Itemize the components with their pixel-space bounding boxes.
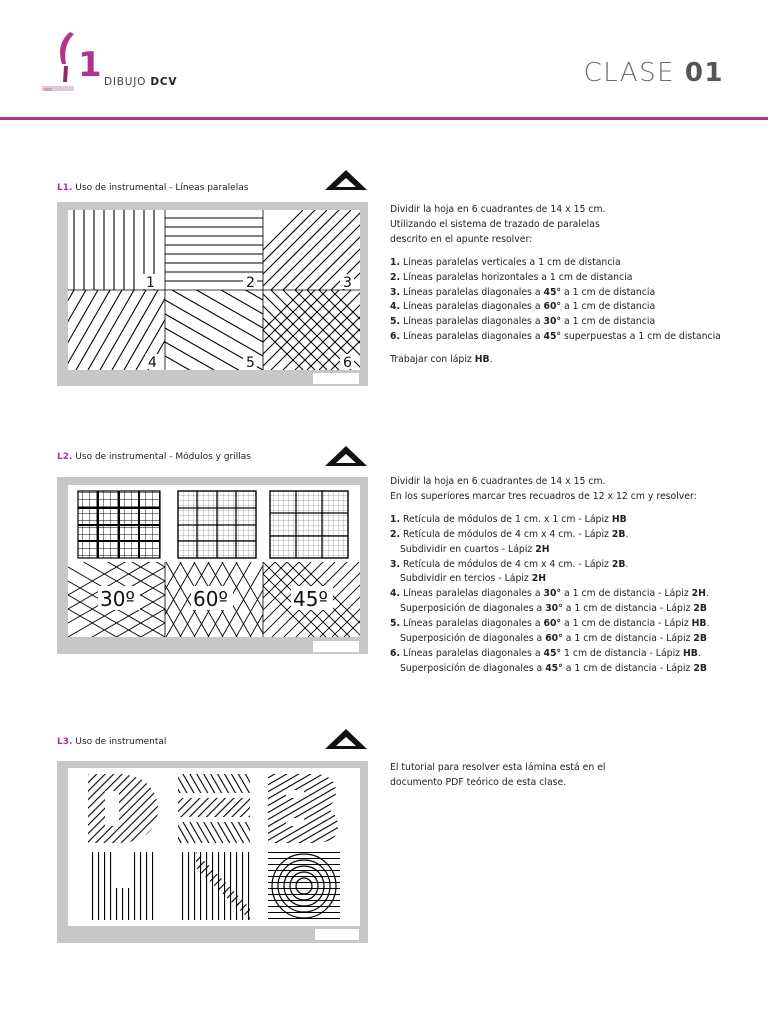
list-item: 6. Líneas paralelas diagonales a 45° 1 cm de distancia - Lápiz HB.	[390, 647, 701, 659]
label-box	[315, 929, 359, 940]
class-number: 01	[684, 58, 724, 88]
list-item: 6. Líneas paralelas diagonales a 45° superpuestas a 1 cm de distancia	[390, 331, 721, 343]
intro-line: Dividir la hoja en 6 cuadrantes de 14 x 15 cm.	[390, 204, 606, 215]
brand-name-bold: DCV	[150, 76, 178, 88]
list-item: Subdividir en tercios - Lápiz 2H	[400, 573, 547, 585]
intro-line: El tutorial para resolver esta lámina está en el	[390, 762, 606, 773]
brand-name-regular: DIBUJO	[104, 76, 147, 88]
brand-name	[104, 76, 177, 88]
angle-label-30: 30º	[100, 587, 135, 611]
set-square-icon	[323, 168, 369, 192]
list-item: 2. Líneas paralelas horizontales a 1 cm de distancia	[390, 271, 633, 283]
list-item: 1. Retícula de módulos de 1 cm. x 1 cm - Lápiz HB	[390, 513, 627, 525]
brand-digit: 1	[78, 45, 102, 85]
parallel-lines-drawing	[68, 210, 360, 370]
angle-label-45: 45º	[293, 587, 328, 611]
list-item: 5. Líneas paralelas diagonales a 30° a 1 cm de distancia	[390, 316, 656, 328]
section-title-l2	[57, 452, 251, 462]
panel-number-2: 2	[246, 275, 255, 291]
letters-drawing	[68, 768, 360, 926]
section-title-text: Uso de instrumental	[75, 737, 167, 747]
intro-line: documento PDF teórico de esta clase.	[390, 776, 567, 788]
panel-number-3: 3	[343, 275, 352, 291]
section-code: L1.	[57, 183, 73, 193]
panel-number-4: 4	[148, 355, 157, 370]
set-square-icon	[323, 727, 369, 751]
class-word: CLASE	[583, 58, 676, 88]
instructions-l1	[390, 203, 750, 368]
header-rule	[0, 117, 768, 120]
list-item: 2. Retícula de módulos de 4 cm x 4 cm. - Lápiz 2B.	[390, 528, 629, 540]
list-item: 4. Líneas paralelas diagonales a 30° a 1 cm de distancia - Lápiz 2H.	[390, 588, 709, 600]
exercise-panel-l3	[57, 761, 368, 943]
list-item: Superposición de diagonales a 60° a 1 cm de distancia - Lápiz 2B	[400, 633, 707, 645]
angle-label-60: 60º	[193, 587, 228, 611]
section-title-text: Uso de instrumental - Módulos y grillas	[75, 452, 251, 462]
exercise-panel-l2	[57, 477, 368, 654]
section-code: L2.	[57, 452, 73, 462]
panel-number-5: 5	[246, 355, 255, 370]
intro-line: Utilizando el sistema de trazado de paralelas	[390, 218, 600, 230]
list-item: Superposición de diagonales a 45° a 1 cm de distancia - Lápiz 2B	[400, 662, 707, 674]
class-title	[584, 58, 724, 88]
instructions-l3	[390, 761, 750, 791]
list-item: 1. Líneas paralelas verticales a 1 cm de distancia	[390, 256, 621, 268]
panel-number-1: 1	[146, 275, 155, 291]
list-item: 5. Líneas paralelas diagonales a 60° a 1 cm de distancia - Lápiz HB.	[390, 618, 710, 630]
label-box	[313, 373, 359, 384]
list-item: 3. Líneas paralelas diagonales a 45° a 1 cm de distancia	[390, 286, 656, 298]
list-item: 4. Líneas paralelas diagonales a 60° a 1 cm de distancia	[390, 301, 656, 313]
list-item: 3. Retícula de módulos de 4 cm x 4 cm. - Lápiz 2B.	[390, 558, 629, 570]
panel-number-6: 6	[343, 355, 352, 370]
modules-grids-drawing	[68, 485, 360, 637]
intro-line: Dividir la hoja en 6 cuadrantes de 14 x 15 cm.	[390, 476, 606, 487]
intro-line: En los superiores marcar tres recuadros de 12 x 12 cm y resolver:	[390, 490, 697, 502]
instructions-l2	[390, 475, 750, 677]
section-title-l1	[57, 183, 248, 193]
set-square-icon	[323, 444, 369, 468]
section-code: L3.	[57, 737, 73, 747]
intro-line: descrito en el apunte resolver:	[390, 233, 533, 245]
list-item: Superposición de diagonales a 30° a 1 cm de distancia - Lápiz 2B	[400, 603, 707, 615]
exercise-panel-l1	[57, 202, 368, 386]
instruction-list	[390, 513, 750, 677]
list-item: Subdividir en cuartos - Lápiz 2H	[400, 543, 550, 555]
pencil-note: Trabajar con lápiz HB.	[390, 354, 493, 366]
section-title-text: Uso de instrumental - Líneas paralelas	[75, 183, 249, 193]
section-title-l3	[57, 737, 166, 747]
label-box	[313, 641, 359, 652]
